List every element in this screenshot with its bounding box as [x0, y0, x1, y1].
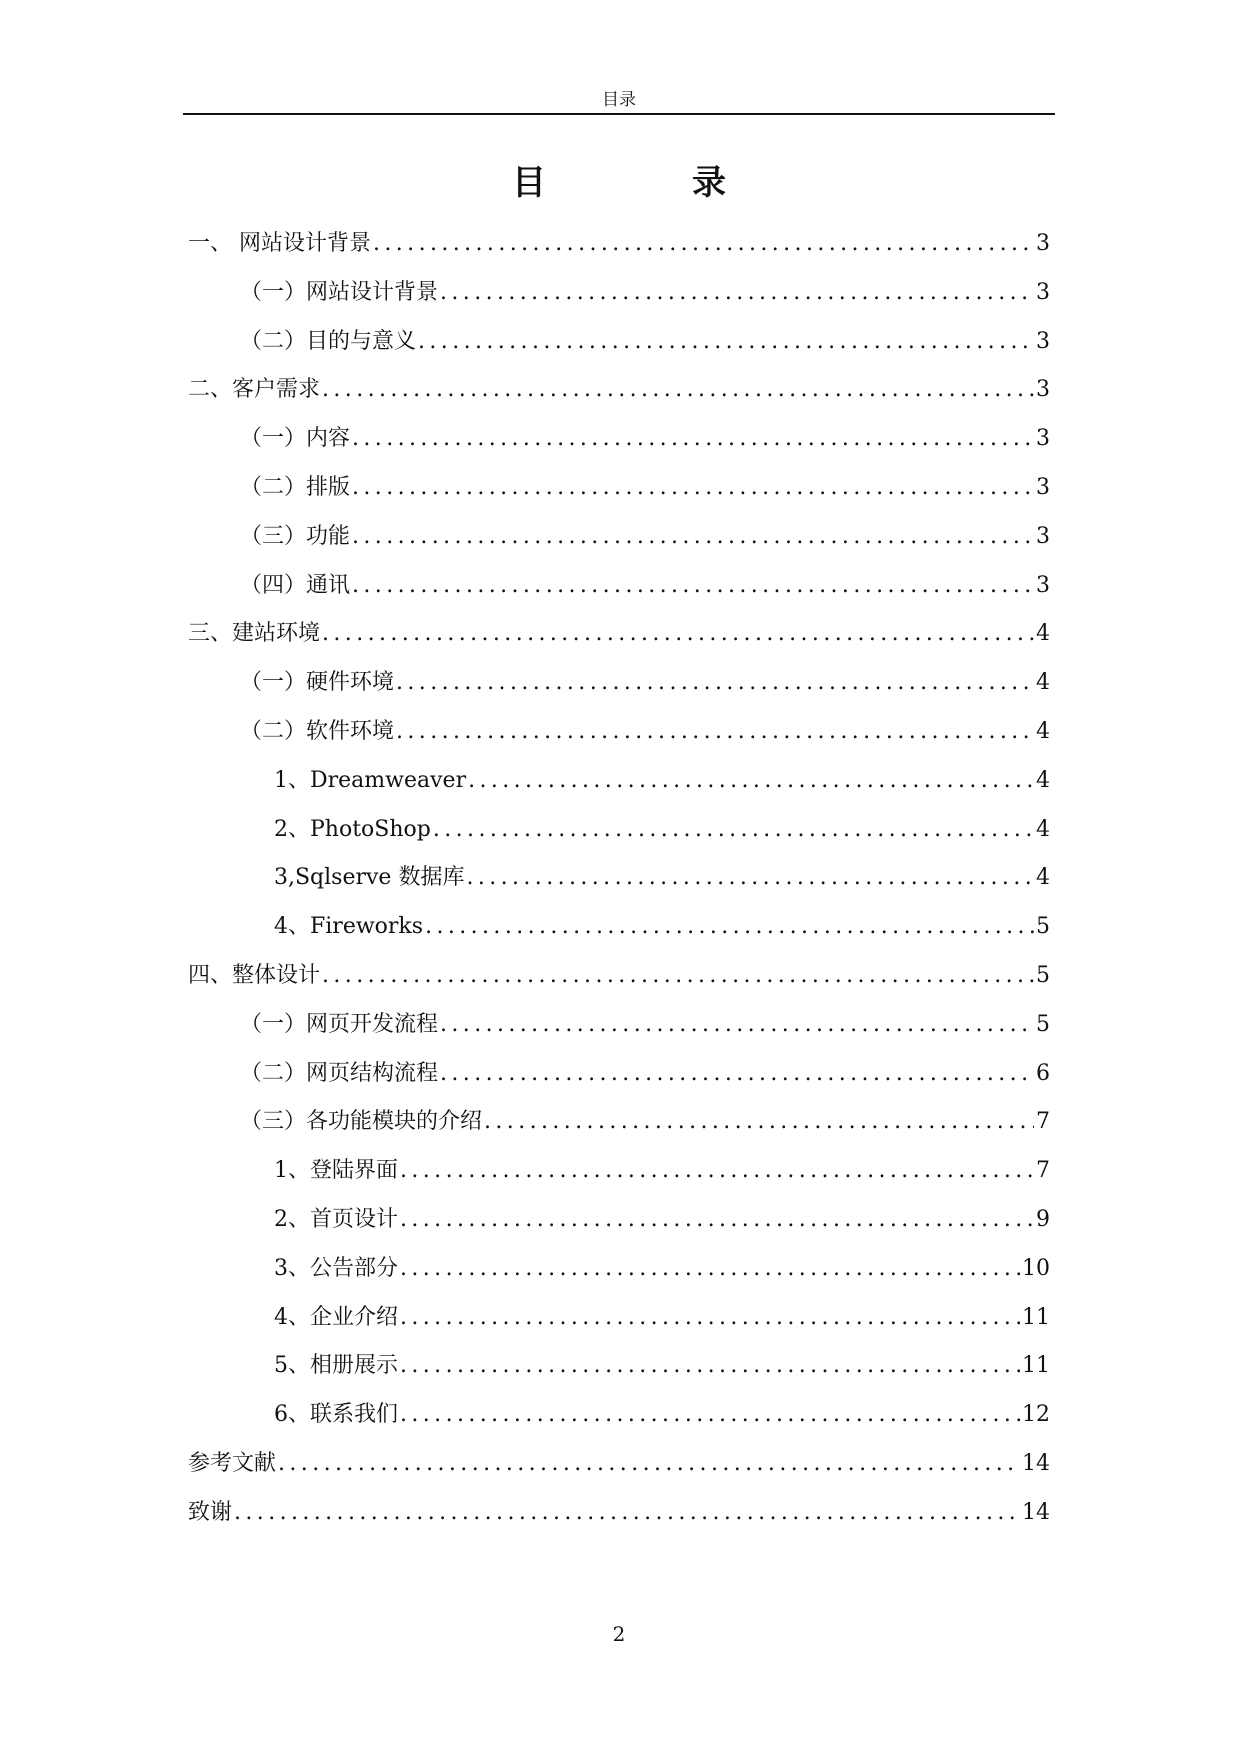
toc-entry-label: （三）各功能模块的介绍 — [240, 1109, 483, 1135]
toc-entry-label: 4、企业介绍 — [274, 1304, 398, 1330]
toc-entry-label: 2、首页设计 — [274, 1206, 398, 1232]
toc-entry-label: 3、公告部分 — [274, 1255, 398, 1281]
toc-entry-label: 2、PhotoShop — [274, 816, 431, 842]
header-divider — [183, 113, 1055, 115]
toc-entry-page: 4 — [1036, 816, 1050, 842]
page-number: 2 — [612, 1622, 626, 1646]
toc-entry-page: 7 — [1036, 1158, 1050, 1184]
dot-leader — [400, 1294, 1020, 1343]
toc-entry-label: 5、相册展示 — [274, 1353, 398, 1379]
toc-entry-page: 4 — [1036, 865, 1050, 891]
toc-entry-page: 3 — [1036, 377, 1050, 403]
dot-leader — [440, 269, 1034, 318]
toc-entry-page: 7 — [1036, 1109, 1050, 1135]
toc-entry-label: （一）网页开发流程 — [240, 1011, 439, 1037]
toc-entry-label: （一）硬件环境 — [240, 670, 395, 696]
toc-entry-label: 参考文献 — [188, 1450, 277, 1476]
toc-entry-page: 3 — [1036, 572, 1050, 598]
toc-entry[interactable] — [188, 610, 1050, 659]
toc-entry-page: 10 — [1022, 1255, 1050, 1281]
toc-entry-page: 4 — [1036, 718, 1050, 744]
dot-leader — [400, 1391, 1020, 1440]
toc-entry-page: 14 — [1022, 1450, 1050, 1476]
toc-entry-label: （二）排版 — [240, 474, 351, 500]
toc-entry-page: 12 — [1022, 1402, 1050, 1428]
toc-entry[interactable] — [188, 1294, 1050, 1343]
toc-entry[interactable] — [188, 952, 1050, 1001]
toc-entry[interactable] — [188, 464, 1050, 513]
toc-entry-label: 3,Sqlserve 数据库 — [274, 865, 465, 891]
toc-entry-page: 5 — [1036, 1011, 1050, 1037]
toc-entry-page: 6 — [1036, 1060, 1050, 1086]
toc-entry-page: 11 — [1022, 1353, 1050, 1379]
dot-leader — [425, 903, 1034, 952]
toc-entry[interactable] — [188, 1342, 1050, 1391]
dot-leader — [396, 708, 1034, 757]
dot-leader — [322, 366, 1034, 415]
dot-leader — [396, 659, 1034, 708]
toc-entry-page: 3 — [1036, 328, 1050, 354]
toc-entry-label: （一）网站设计背景 — [240, 279, 439, 305]
toc-entry[interactable] — [188, 1391, 1050, 1440]
dot-leader — [352, 464, 1034, 513]
toc-entry[interactable] — [188, 1147, 1050, 1196]
toc-entry[interactable] — [188, 659, 1050, 708]
toc-entry-label: （二）软件环境 — [240, 718, 395, 744]
toc-entry[interactable] — [188, 1489, 1050, 1538]
toc-entry-page: 5 — [1036, 962, 1050, 988]
dot-leader — [278, 1440, 1020, 1489]
toc-entry[interactable] — [188, 1245, 1050, 1294]
toc-entry[interactable] — [188, 757, 1050, 806]
toc-entry-page: 14 — [1022, 1499, 1050, 1525]
dot-leader — [440, 1001, 1034, 1050]
toc-entry[interactable] — [188, 415, 1050, 464]
toc-entry[interactable] — [188, 562, 1050, 611]
dot-leader — [352, 513, 1034, 562]
toc-entry-page: 3 — [1036, 523, 1050, 549]
toc-entry[interactable] — [188, 1440, 1050, 1489]
dot-leader — [466, 854, 1034, 903]
toc-entry[interactable] — [188, 854, 1050, 903]
toc-entry[interactable] — [188, 366, 1050, 415]
toc-entry-page: 3 — [1036, 279, 1050, 305]
running-header: 目录 — [602, 90, 636, 110]
toc-entry[interactable] — [188, 220, 1050, 269]
toc-entry[interactable] — [188, 1001, 1050, 1050]
dot-leader — [322, 610, 1034, 659]
toc-entry-label: （一）内容 — [240, 426, 351, 452]
toc-entry-label: 三、建站环境 — [188, 621, 321, 647]
dot-leader — [373, 220, 1034, 269]
dot-leader — [433, 806, 1034, 855]
toc-entry-page: 5 — [1036, 914, 1050, 940]
toc-entry-label: （二）网页结构流程 — [240, 1060, 439, 1086]
toc-entry-label: 4、Fireworks — [274, 914, 424, 940]
dot-leader — [400, 1147, 1034, 1196]
dot-leader — [400, 1342, 1020, 1391]
toc-entry-page: 9 — [1036, 1206, 1050, 1232]
dot-leader — [418, 318, 1034, 367]
toc-entry[interactable] — [188, 513, 1050, 562]
toc-entry-label: 四、整体设计 — [188, 962, 321, 988]
toc-entry[interactable] — [188, 318, 1050, 367]
toc-title: 目 录 — [512, 163, 782, 203]
toc-entry-page: 4 — [1036, 621, 1050, 647]
dot-leader — [352, 562, 1034, 611]
toc-entry[interactable] — [188, 269, 1050, 318]
toc-entry-label: （二）目的与意义 — [240, 328, 417, 354]
toc-entry-label: 1、登陆界面 — [274, 1158, 398, 1184]
dot-leader — [440, 1050, 1034, 1099]
toc-entry-page: 4 — [1036, 767, 1050, 793]
dot-leader — [400, 1196, 1034, 1245]
toc-entry-page: 11 — [1022, 1304, 1050, 1330]
toc-entry-page: 3 — [1036, 426, 1050, 452]
dot-leader — [468, 757, 1034, 806]
toc-entry[interactable] — [188, 903, 1050, 952]
toc-entry[interactable] — [188, 1196, 1050, 1245]
toc-entry-label: 致谢 — [188, 1499, 233, 1525]
toc-entry-label: 6、联系我们 — [274, 1402, 398, 1428]
toc-entry-label: （三）功能 — [240, 523, 351, 549]
dot-leader — [352, 415, 1034, 464]
dot-leader — [234, 1489, 1020, 1538]
dot-leader — [322, 952, 1034, 1001]
toc-entry-label: 1、Dreamweaver — [274, 767, 467, 793]
toc-entry[interactable] — [188, 708, 1050, 757]
toc-entry-page: 3 — [1036, 474, 1050, 500]
dot-leader — [400, 1245, 1020, 1294]
toc-entry-page: 3 — [1036, 231, 1050, 256]
toc-entry-page: 4 — [1036, 670, 1050, 696]
toc-entry[interactable] — [188, 1098, 1050, 1147]
dot-leader — [484, 1098, 1034, 1147]
toc-entry-label: （四）通讯 — [240, 572, 351, 598]
toc-entry[interactable] — [188, 1050, 1050, 1099]
toc-entry-label: 二、客户需求 — [188, 377, 321, 403]
toc-entry-label: 一、 网站设计背景 — [188, 231, 371, 256]
table-of-contents — [188, 220, 1050, 1538]
toc-entry[interactable] — [188, 806, 1050, 855]
